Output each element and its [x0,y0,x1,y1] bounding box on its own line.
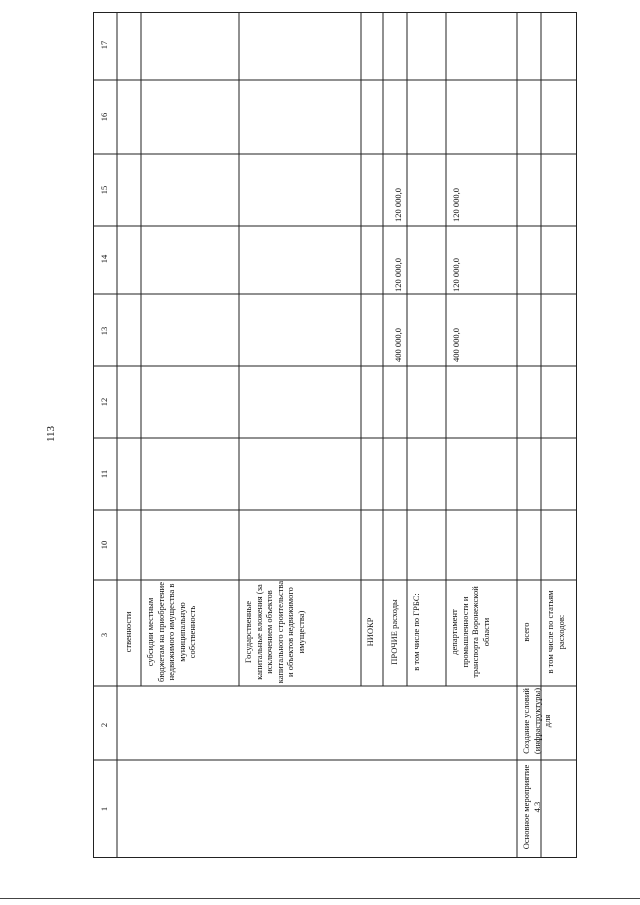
row-label: ПРОЧИЕ расходы [389,599,399,665]
header-col-1: 1 [99,806,109,812]
budget-table [93,12,577,858]
row-measure-id: Основное мероприятие 4.3 [521,764,542,850]
header-col-3: 3 [99,632,109,638]
header-col-13: 13 [99,326,109,336]
row-label: Государственные капитальные вложения (за исключением объектов капитального строительства и объектов недвижимого имущества) [243,580,306,684]
row-label: ственности [123,611,133,653]
row-label: субсидии местным бюджетам на приобретение недвижимого имущества в муниципальную собственность [145,582,197,682]
value-cell: 120 000,0 [451,188,461,222]
header-col-16: 16 [99,112,109,122]
value-cell: 400 000,0 [393,328,403,362]
header-col-12: 12 [99,397,109,407]
value-cell: 120 000,0 [393,258,403,292]
header-col-14: 14 [99,254,109,264]
value-cell: 120 000,0 [451,258,461,292]
row-label: НИОКР [365,617,375,647]
page-bottom-rule [0,898,640,899]
row-label: всего [521,622,531,642]
row-label: в том числе по ГРБС: [411,593,421,671]
row-label: департамент промышленности и транспорта Воронежской области [449,586,491,678]
header-col-17: 17 [99,40,109,50]
row-label: в том числе по статьям расходов: [545,590,566,674]
header-col-10: 10 [99,540,109,550]
page-number: 113 [45,425,57,443]
header-col-11: 11 [99,469,109,479]
value-cell: 120 000,0 [393,188,403,222]
row-measure-name: Создание условий (инфраструктуры) для [521,687,552,755]
table-grid [93,12,577,858]
header-col-2: 2 [99,722,109,728]
value-cell: 400 000,0 [451,328,461,362]
header-col-15: 15 [99,185,109,195]
